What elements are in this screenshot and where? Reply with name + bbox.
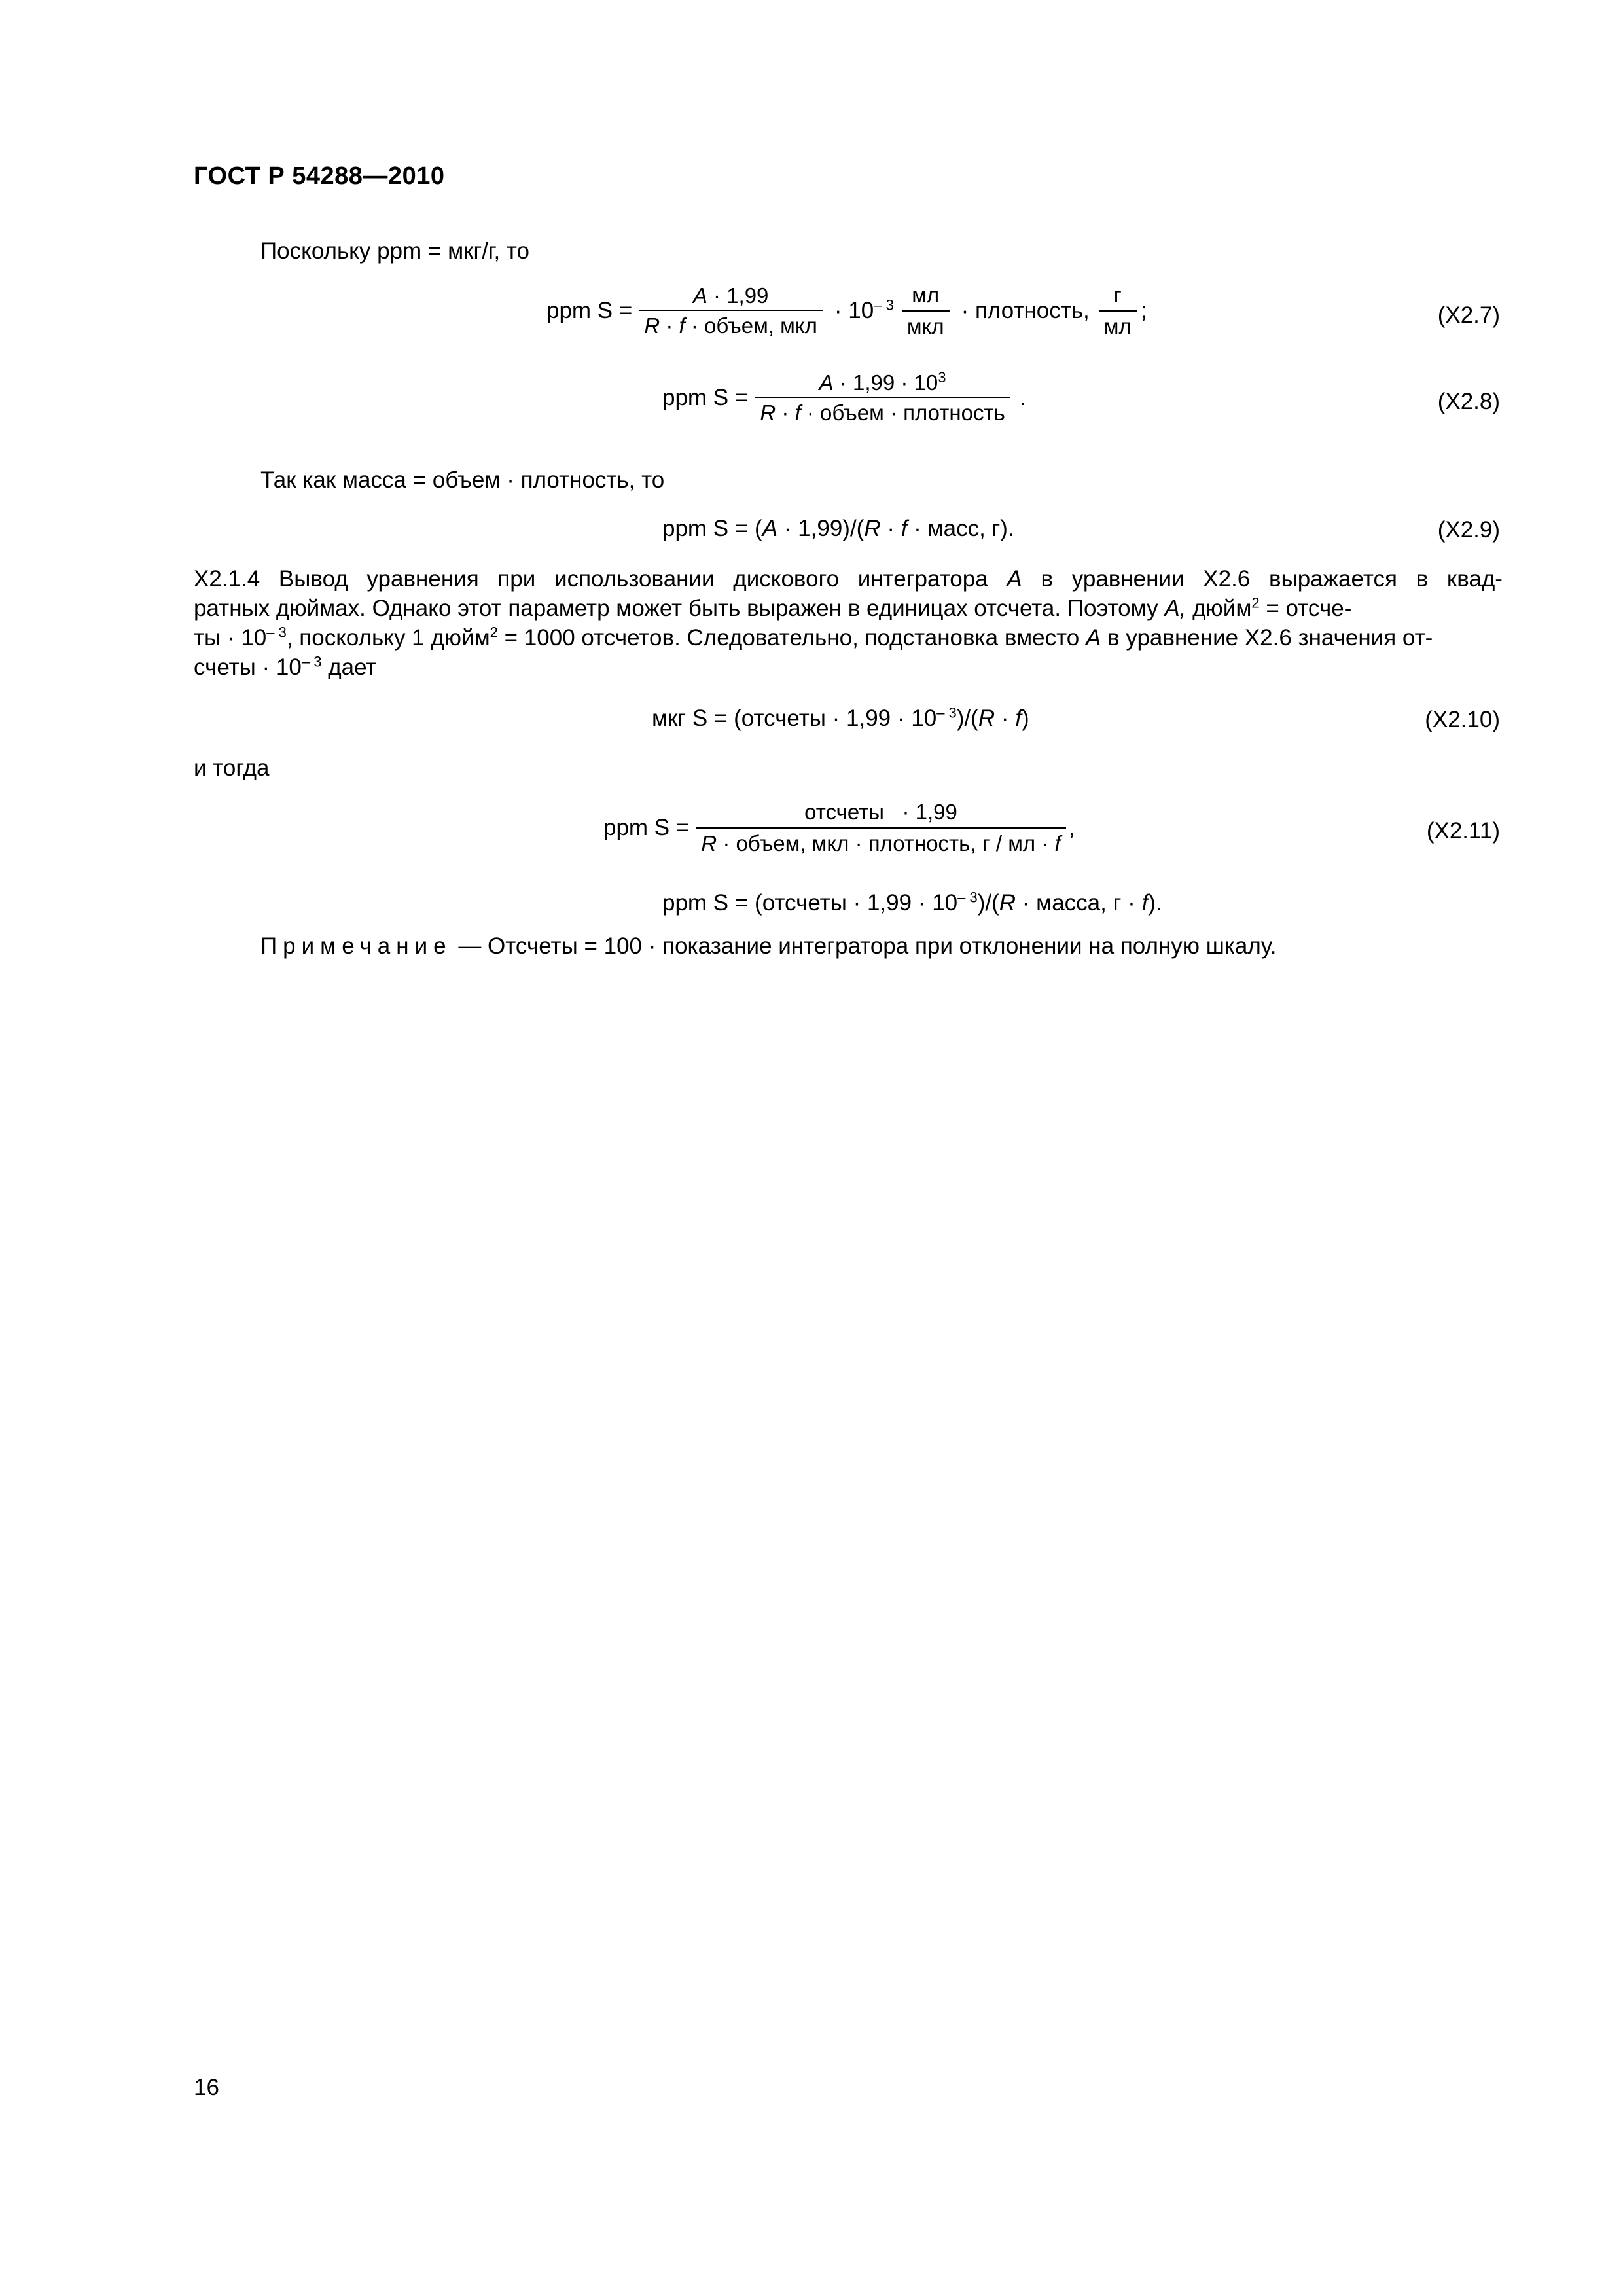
eq-lhs: ppm S =: [662, 385, 749, 410]
eq-tail: ;: [1140, 298, 1147, 323]
equation-number-x2-10: (X2.10): [1425, 707, 1500, 732]
paragraph-word: в: [1041, 566, 1054, 592]
fraction-main: [755, 370, 1010, 425]
paragraph-word: при: [497, 566, 536, 592]
paragraph-word: Вывод: [278, 566, 348, 592]
equation-x2-7: [546, 283, 1147, 339]
eq-density: · плотность,: [961, 298, 1090, 323]
note: [260, 932, 1276, 961]
equation-x2-9: ppm S = (A · 1,99)/(R · f · масс, г).: [662, 516, 1014, 541]
paragraph-mass: Так как масса = объем · плотность, то: [260, 467, 665, 493]
equation-x2-11: [603, 800, 1075, 856]
paragraph-word: уравнении: [1071, 566, 1185, 592]
paragraph-line-4: счеты · $10^{- 3}$ дает: [194, 653, 377, 680]
equation-unnumbered: ppm S = (отсчеты · $1,99 \cdot 10^{- 3})/(R$ · масса, г · f).: [662, 889, 1162, 916]
equation-number-x2-7: (X2.7): [1437, 302, 1500, 328]
paragraph-word: выражается: [1268, 566, 1397, 592]
fraction-denominator: R · f · объем · плотность: [760, 401, 1005, 425]
paragraph-x2-1-4: [194, 564, 1503, 682]
paragraph-intro: Поскольку ppm = мкг/г, то: [260, 238, 529, 264]
eq-tail: ,: [1068, 815, 1075, 840]
paragraph-word: в: [1416, 566, 1429, 592]
fraction-numerator: A · 1,99: [639, 283, 823, 311]
paragraph-line-3: ты · $10^{- 3}$, поскольку 1 дюйм$^2$ = 1000 отсчетов. Следовательно, подстановка вместо A в уравнение X2.6 значения от-: [194, 624, 1433, 651]
fraction-denominator: R · f · объем, мкл: [644, 314, 817, 338]
paragraph-line-1: [194, 564, 1503, 594]
page-number: 16: [194, 2075, 219, 2100]
fraction-denominator: R · объем, мкл · плотность, г / мл · f: [701, 831, 1061, 855]
paragraph-then: и тогда: [194, 755, 270, 781]
note-text: — Отсчеты = 100 · показание интегратора при отклонении на полную шкалу.: [452, 933, 1277, 959]
document-header: ГОСТ Р 54288—2010: [194, 162, 445, 190]
equation-number-x2-8: (X2.8): [1437, 389, 1500, 414]
paragraph-word: A: [1007, 566, 1022, 592]
fraction-main: [696, 800, 1065, 856]
paragraph-word: уравнения: [366, 566, 479, 592]
fraction-density-units: $\frac{г}{мл}$: [1099, 283, 1137, 339]
eq-lhs: ppm S =: [603, 815, 690, 840]
equation-number-x2-11: (X2.11): [1426, 818, 1500, 844]
equation-x2-8: [662, 370, 1026, 425]
paragraph-line-2: ратных дюймах. Однако этот параметр может быть выражен в единицах отсчета. Поэтому A, дюйм$^2$ = отсче-: [194, 594, 1352, 621]
eq-tail: .: [1019, 385, 1026, 410]
fraction-units: $\frac{мл}{\text{мкл}}$: [902, 283, 950, 339]
paragraph-word: X2.6: [1203, 566, 1251, 592]
fraction-main: [639, 283, 823, 338]
paragraph-word: квад-: [1446, 566, 1503, 592]
equation-number-x2-9: (X2.9): [1437, 517, 1500, 543]
paragraph-word: интегратора: [857, 566, 988, 592]
paragraph-word: дискового: [733, 566, 840, 592]
equation-x2-10: мкг S = (отсчеты · $1,99 \cdot 10^{- 3})/(R \cdot f)$: [652, 704, 1029, 731]
fraction-numerator: отсчеты · 1,99: [696, 800, 1065, 829]
note-label: Примечание: [260, 933, 452, 959]
fraction-numerator: $A \cdot 1,99 \cdot 10^3$: [755, 370, 1010, 398]
eq-multiplier: · $10^{- 3}$: [834, 296, 894, 323]
paragraph-word: использовании: [554, 566, 715, 592]
paragraph-word: X2.1.4: [194, 566, 260, 592]
eq-lhs: ppm S =: [546, 298, 633, 323]
